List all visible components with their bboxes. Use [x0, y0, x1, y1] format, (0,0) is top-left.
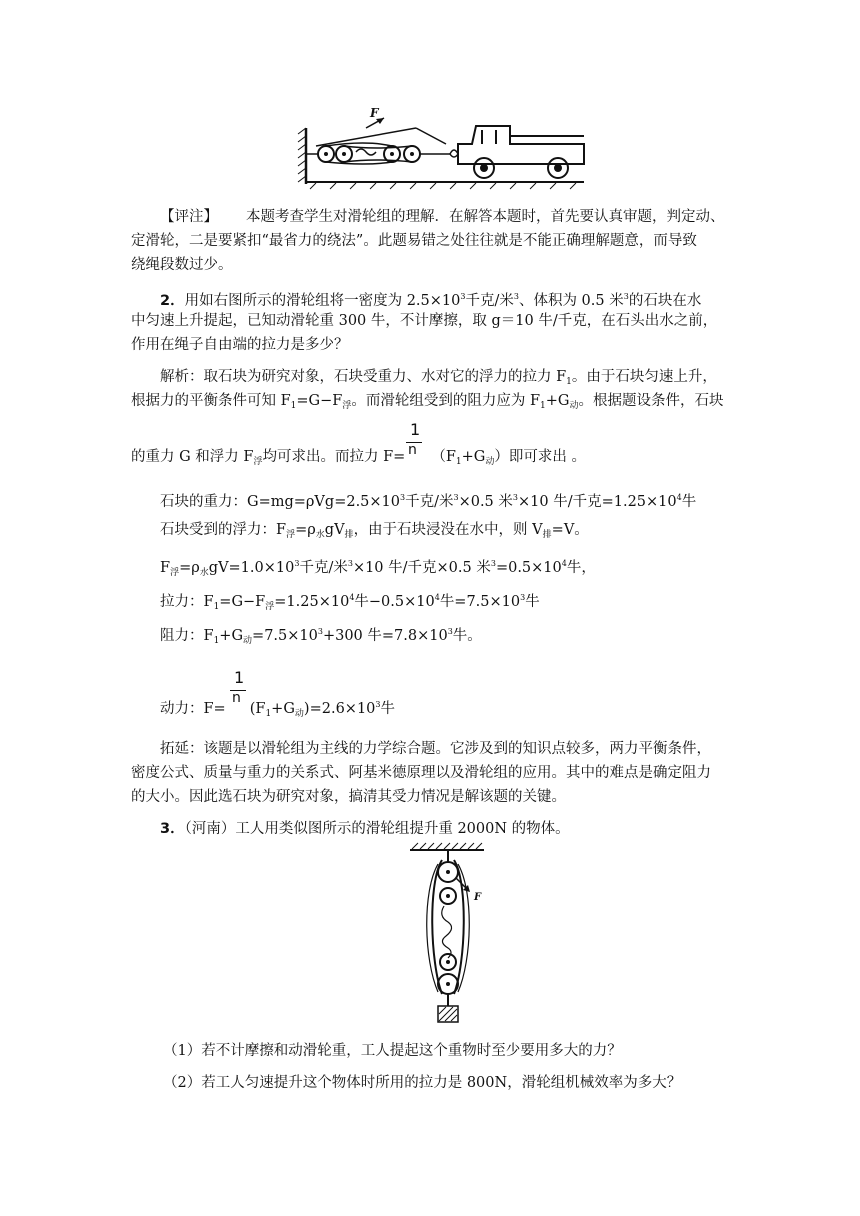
exponent: 3: [512, 493, 518, 502]
analysis-text: 。而滑轮组受到的阻力应为 F: [351, 393, 541, 409]
extension-text: 的大小。因此选石块为研究对象，搞清其受力情况是解该题的关键。: [131, 789, 566, 805]
subscript: 水: [315, 530, 325, 540]
calc-text: =7.5×10: [252, 628, 318, 644]
fraction-numerator: 1: [234, 668, 245, 687]
subscript: 浮: [265, 602, 275, 612]
calc-text: 阻力：F: [160, 628, 214, 644]
analysis-text: 的重力 G 和浮力 F: [131, 449, 254, 465]
calc-text: 千克/米: [299, 560, 348, 576]
exponent: 3: [490, 559, 496, 568]
calc-text: =V。: [551, 522, 589, 538]
subscript: 浮: [342, 401, 352, 411]
calc-text: ，由于石块浸没在水中，则 V: [353, 522, 543, 538]
calc-text: 牛=7.5×10: [439, 594, 521, 610]
fraction-numerator: 1: [410, 420, 421, 439]
q3-sub-text: （1）若不计摩擦和动滑轮重，工人提起这个重物时至少要用多大的力？: [163, 1043, 622, 1059]
calc-text: ×10 牛/千克=1.25×10: [518, 494, 677, 510]
calc-line-2: [160, 519, 589, 546]
fraction-denominator: n: [232, 690, 241, 706]
exponent: 3: [460, 292, 466, 301]
calc-text: gV: [324, 522, 345, 538]
calc-text: 牛，: [566, 560, 596, 576]
calc-text: 石块受到的浮力：F: [160, 522, 287, 538]
force-label: F: [370, 106, 379, 120]
subscript: 1: [540, 401, 546, 411]
calc-line-1: [160, 487, 696, 513]
calc-line-3: [160, 553, 596, 584]
exponent: 3: [375, 700, 381, 709]
calc-text: 石块的重力：G=mg=ρVg=2.5×10: [160, 494, 400, 510]
analysis-line-3: [131, 446, 586, 473]
analysis-text: 解析：取石块为研究对象，石块受重力、水对它的浮力的拉力 F: [160, 369, 567, 385]
analysis-text: 。根据题设条件，石块: [578, 393, 724, 409]
comment-text-2: 定滑轮，二是要紧扣“最省力的绕法”。此题易错之处往往就是不能正确理解题意，而导致: [131, 233, 697, 249]
exponent: 3: [317, 627, 323, 636]
subscript: 浮: [170, 568, 180, 578]
exponent: 3: [623, 292, 629, 301]
comment-text-1: 本题考查学生对滑轮组的理解．在解答本题时，首先要认真审题，判定动、: [246, 209, 725, 225]
calc-text: =ρ: [295, 522, 316, 538]
analysis-text: （F: [431, 449, 456, 465]
analysis-text: +G: [545, 393, 570, 409]
calc-text: 牛。: [452, 628, 482, 644]
calc-text: )=2.6×10: [303, 701, 376, 717]
exponent: 3: [513, 292, 519, 301]
subscript: 1: [213, 602, 220, 612]
exponent: 3: [453, 493, 459, 502]
analysis-text: ）即可求出 。: [494, 449, 586, 465]
truck-pulley-figure: [296, 100, 588, 190]
q3-sub-2: [163, 1072, 681, 1094]
subscript: 动: [569, 401, 579, 411]
analysis-text: +G: [461, 449, 486, 465]
exponent: 4: [434, 593, 440, 602]
analysis-text: 根据力的平衡条件可知 F: [131, 393, 291, 409]
calc-text: =0.5×10: [495, 560, 562, 576]
subscript: 动: [485, 457, 495, 467]
calc-text: +300 牛=7.8×10: [322, 628, 448, 644]
comment-tag: 【评注】: [160, 209, 218, 225]
calc-line-4: [160, 587, 540, 618]
calc-text: 牛: [525, 594, 540, 610]
q2-number: 2．: [160, 293, 185, 309]
q2-line-3: [131, 334, 349, 356]
subscript: 1: [213, 636, 220, 646]
extension-text: 拓延：该题是以滑轮组为主线的力学综合题。它涉及到的知识点较多，两力平衡条件，: [160, 741, 711, 757]
calc-text: (F: [249, 701, 266, 717]
calc-line-6: [160, 694, 395, 725]
analysis-text: 均可求出。而拉力 F=: [262, 449, 406, 465]
exponent: 3: [347, 559, 353, 568]
subscript: 1: [265, 709, 272, 719]
exponent: 4: [561, 559, 567, 568]
exponent: 3: [400, 493, 406, 502]
analysis-line-1: [160, 366, 717, 393]
extension-line-1: [160, 738, 711, 760]
calc-text: F: [160, 560, 171, 576]
calc-text: 动力：F=: [160, 701, 226, 717]
extension-text: 密度公式、质量与重力的关系式、阿基米德原理以及滑轮组的应用。其中的难点是确定阻力: [131, 765, 711, 781]
subscript: 排: [344, 530, 354, 540]
q3-sub-1: [163, 1040, 622, 1062]
calc-text: 牛: [681, 494, 697, 510]
q2-text: 的石块在水: [628, 293, 702, 309]
subscript: 动: [294, 709, 304, 719]
extension-line-2: [131, 762, 711, 784]
exponent: 4: [676, 493, 682, 502]
calc-text: ×0.5 米: [458, 494, 513, 510]
subscript: 浮: [286, 530, 296, 540]
calc-text: =G−F: [219, 594, 266, 610]
q3-text: （河南）工人用类似图所示的滑轮组提升重 2000N 的物体。: [184, 821, 570, 837]
calc-text: gV=1.0×10: [208, 560, 295, 576]
subscript: 排: [542, 530, 552, 540]
subscript: 浮: [253, 457, 263, 467]
analysis-line-2: [131, 390, 724, 417]
calc-line-5: [160, 621, 482, 652]
force-label-2: F: [474, 892, 482, 903]
analysis-text: 。由于石块匀速上升，: [571, 369, 717, 385]
q2-line-1: [160, 286, 701, 312]
calc-text: +G: [219, 628, 244, 644]
subscript: 1: [566, 377, 572, 387]
calc-text: +G: [271, 701, 295, 717]
q2-text: 用如右图所示的滑轮组将一密度为 2.5×10: [184, 293, 461, 309]
q2-text: 中匀速上升提起，已知动滑轮重 300 牛，不计摩擦，取 g＝10 牛/千克，在石头出水之前，: [131, 313, 718, 329]
extension-line-3: [131, 786, 566, 808]
calc-text: =1.25×10: [274, 594, 350, 610]
q3-sub-text: （2）若工人匀速提升这个物体时所用的拉力是 800N，滑轮组机械效率为多大？: [163, 1075, 682, 1091]
exponent: 4: [349, 593, 355, 602]
exponent: 3: [520, 593, 526, 602]
analysis-text: =G−F: [296, 393, 343, 409]
calc-text: ×10 牛/千克×0.5 米: [352, 560, 491, 576]
q3-line: [160, 818, 570, 840]
subscript: 1: [290, 401, 297, 411]
calc-text: 牛−0.5×10: [354, 594, 435, 610]
subscript: 1: [455, 457, 462, 467]
q3-number: 3．: [160, 821, 185, 837]
q2-text: 千克/米: [465, 293, 514, 309]
calc-text: =ρ: [179, 560, 200, 576]
calc-text: 千克/米: [405, 494, 454, 510]
q2-text: 作用在绳子自由端的拉力是多少？: [131, 337, 349, 353]
vertical-pulley-figure: [408, 842, 488, 1026]
calc-text: 牛: [380, 701, 395, 717]
subscript: 动: [243, 636, 253, 646]
calc-text: 拉力：F: [160, 594, 214, 610]
q2-line-2: [131, 310, 717, 332]
exponent: 3: [294, 559, 300, 568]
q2-text: 、体积为 0.5 米: [518, 293, 624, 309]
fraction-denominator: n: [408, 442, 417, 458]
subscript: 水: [199, 568, 209, 578]
exponent: 3: [447, 627, 453, 636]
comment-text-3: 绕绳段数过少。: [131, 257, 233, 273]
